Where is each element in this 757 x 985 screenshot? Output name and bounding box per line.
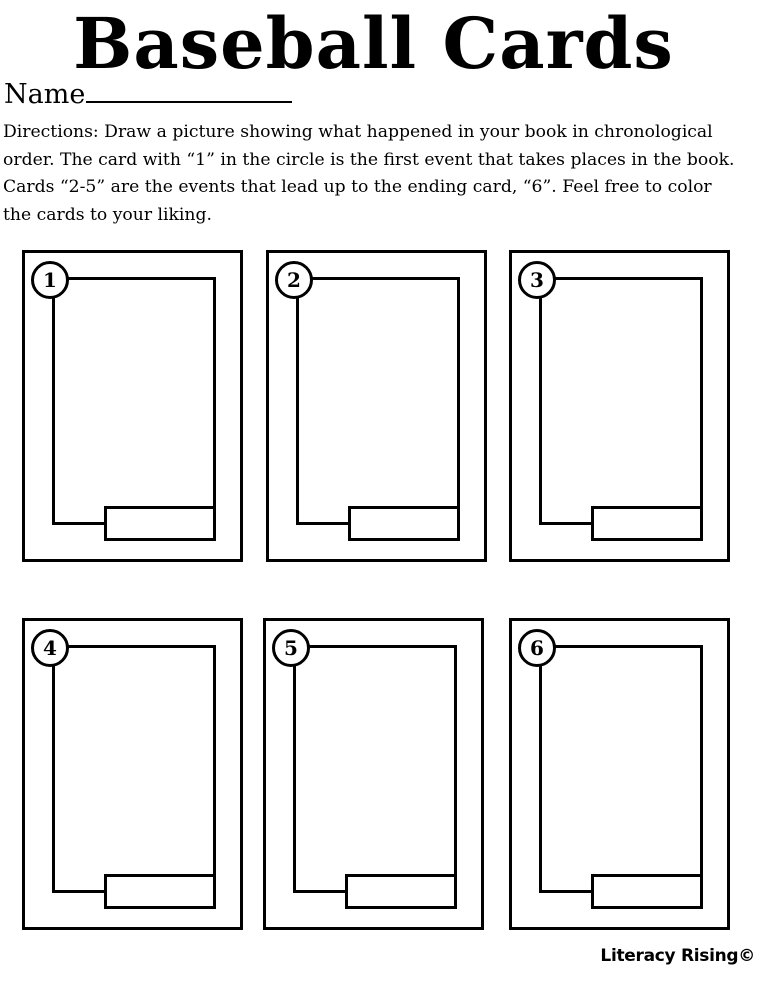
card-number-circle: 1	[31, 261, 69, 299]
card-number-circle: 6	[518, 629, 556, 667]
card-picture-frame	[539, 277, 703, 525]
card-number-circle: 5	[272, 629, 310, 667]
baseball-card-3[interactable]	[509, 250, 730, 562]
worksheet-title: Baseball Cards	[73, 2, 674, 85]
card-number-circle: 2	[275, 261, 313, 299]
card-nameplate	[104, 506, 216, 541]
card-nameplate	[348, 506, 460, 541]
card-nameplate	[591, 874, 703, 909]
brand-footer: Literacy Rising©	[600, 946, 755, 966]
card-picture-frame	[52, 645, 216, 893]
baseball-card-5[interactable]	[263, 618, 484, 930]
name-label: Name	[4, 79, 86, 110]
baseball-card-4[interactable]	[22, 618, 243, 930]
card-picture-frame	[296, 277, 460, 525]
card-picture-frame	[539, 645, 703, 893]
card-nameplate	[345, 874, 457, 909]
card-number-circle: 4	[31, 629, 69, 667]
baseball-card-1[interactable]	[22, 250, 243, 562]
name-blank-line[interactable]	[86, 79, 292, 103]
card-nameplate	[591, 506, 703, 541]
card-number-circle: 3	[518, 261, 556, 299]
card-picture-frame	[52, 277, 216, 525]
baseball-card-2[interactable]	[266, 250, 487, 562]
card-picture-frame	[293, 645, 457, 893]
directions-text: Directions: Draw a picture showing what happened in your book in chronological order. The card with “1” in the circle is the first event that takes places in the book. Cards “2-5” are the events that lead up to the ending card, “6”. Feel free to color the cards to your liking.	[3, 122, 735, 225]
name-field	[4, 79, 292, 111]
card-nameplate	[104, 874, 216, 909]
baseball-card-6[interactable]	[509, 618, 730, 930]
